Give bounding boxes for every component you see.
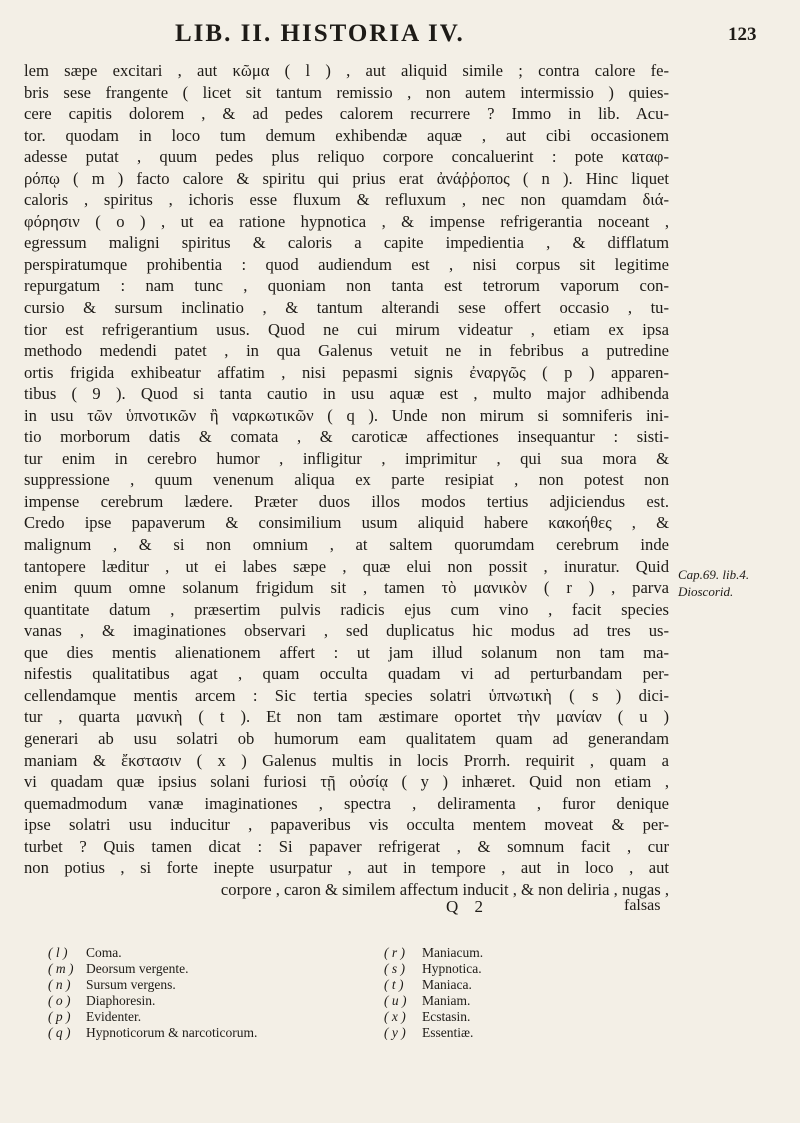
footnote-text: Ecstasin. [422, 1009, 471, 1024]
text-line: non potius , si forte inepte usurpatur , aut in tempore , aut in loco , aut [24, 858, 669, 878]
text-line: cursio & sursum inclinatio , & tantum alterandi sese offert occasio , tu- [24, 298, 669, 318]
text-line: bris sese frangente ( licet sit tantum remissio , non autem intermissio ) quies- [24, 82, 669, 102]
footnote-marker: ( r ) [384, 945, 405, 960]
margin-note-line: Cap.69. lib.4. [678, 567, 750, 582]
footnote-marker: ( o ) [48, 993, 71, 1008]
footnote-marker: ( y ) [384, 1025, 406, 1040]
text-line: tor. quodam in loco tum demum exhibendæ aquæ , aut cibi occasionem [24, 125, 669, 145]
text-line: vanas , & imaginationes observari , sed duplicatus hic modus ad tres us- [24, 621, 669, 641]
footnote-marker: ( p ) [48, 1009, 71, 1024]
text-line: maniam & ἔκστασιν ( x ) Galenus multis in locis Prorrh. requirit , quam a [24, 750, 669, 770]
text-line: nifestis qualitatibus agat , quam occulta quadam vi ad perturbandam per- [24, 664, 669, 684]
footnote [48, 1025, 368, 1041]
footnote [384, 961, 684, 977]
text-line: Credo ipse papaverum & consimilium usum aliquid habere κακοήθες , & [24, 513, 669, 533]
text-line: repurgatum : nam tunc , quoniam non tanta est tetrorum vaporum con- [24, 276, 669, 296]
footnotes-right-column [384, 945, 684, 1041]
text-line: caloris , spiritus , ichoris esse fluxum & refluxum , nec non quamdam διά- [24, 190, 669, 210]
text-line: ortis frigida exhibeatur affatim , nisi pepasmi signis ἐναργῶς ( p ) apparen- [24, 362, 669, 382]
footnote-marker: ( x ) [384, 1009, 406, 1024]
signature-mark: Q 2 [446, 897, 490, 916]
footnote [384, 977, 684, 993]
footnote-marker: ( s ) [384, 961, 405, 976]
footnote [384, 1025, 684, 1041]
footnote-marker: ( l ) [48, 945, 68, 960]
body-text [24, 60, 669, 900]
text-line: tibus ( 9 ). Quod si tanta cautio in usu aquæ est , multo major adhibenda [24, 384, 669, 404]
text-line: generari ab usu solatri ob humorum eam qualitatem quam ad generandam [24, 728, 669, 748]
text-line: in usu τῶν ὑπνοτικῶν ἢ ναρκωτικῶν ( q ). Unde non mirum si somniferis ini- [24, 405, 669, 425]
footnote-text: Sursum vergens. [86, 977, 176, 992]
text-line: cellendamque mentis arcem : Sic tertia species solatri ὑπνωτικὴ ( s ) dici- [24, 685, 669, 705]
footnote-text: Maniaca. [422, 977, 472, 992]
footnote-marker: ( t ) [384, 977, 404, 992]
text-line: quemadmodum vanæ imaginationes , spectra , deliramenta , furor denique [24, 793, 669, 813]
footnote [48, 977, 368, 993]
running-head: LIB. II. HISTORIA IV. [175, 20, 465, 47]
footnote [48, 945, 368, 961]
text-line: cere capitis dolorem , & ad pedes calorem recurrere ? Immo in lib. Acu- [24, 104, 669, 124]
footnote [48, 1009, 368, 1025]
footnote-text: Evidenter. [86, 1009, 142, 1024]
footnote-marker: ( m ) [48, 961, 74, 976]
page-header [0, 20, 800, 60]
text-line: impense cerebrum lædere. Præter duos illos modos tertius adjiciendus est. [24, 491, 669, 511]
footnote-text: Maniam. [422, 993, 471, 1008]
margin-note-line: Dioscorid. [678, 584, 734, 599]
text-line: lem sæpe excitari , aut κῶμα ( l ) , aut aliquid simile ; contra calore fe- [24, 61, 669, 80]
text-line: enim quum omne solanum frigidum sit , tamen τὸ μανικὸν ( r ) , parva [24, 578, 669, 598]
text-line: que dies mentis alienationem affert : ut jam illud solanum non tam ma- [24, 642, 669, 662]
footnotes-left-column [48, 945, 368, 1041]
text-line: tantopere læditur , ut ei labes sæpe , quæ elui non possit , inuratur. Quid [24, 556, 669, 576]
footnote-text: Hypnoticorum & narcoticorum. [86, 1025, 258, 1040]
text-line: egressum maligni spiritus & caloris a capite impedientia , & difflatum [24, 233, 669, 253]
text-line: quantitate datum , præsertim pulvis radicis ejus cum vino , facit species [24, 599, 669, 619]
footnote-text: Hypnotica. [422, 961, 482, 976]
footnote [384, 993, 684, 1009]
text-line: vi quadam quæ ipsius solani furiosi τῇ οὐσίᾳ ( y ) inhæret. Quid non etiam , [24, 772, 669, 792]
text-line: suppressione , quum venenum aliqua ex parte resipiat , non potest non [24, 470, 669, 490]
margin-note [678, 566, 798, 600]
text-line: tur , quarta μανικὴ ( t ). Et non tam æstimare oportet τὴν μανίαν ( u ) [24, 707, 669, 727]
footnote-marker: ( q ) [48, 1025, 71, 1040]
footnote [384, 1009, 684, 1025]
footnote-marker: ( n ) [48, 977, 71, 992]
footnote [48, 993, 368, 1009]
text-line: φόρησιν ( o ) , ut ea ratione hypnotica , & impense refrigerantia noceant , [24, 211, 669, 231]
footnote [384, 945, 684, 961]
text-line: ipse solatri usu inducitur , papaveribus vis occulta mentem moveat & per- [24, 815, 669, 835]
text-line: tur enim in cerebro humor , infligitur , imprimitur , qui sua mora & [24, 448, 669, 468]
footnote-text: Deorsum vergente. [86, 961, 189, 976]
footnote-text: Maniacum. [422, 945, 484, 960]
text-line: malignum , & si non omnium , at saltem quorumdam cerebrum inde [24, 535, 669, 555]
footnote-text: Coma. [86, 945, 122, 960]
text-line: corpore , caron & similem affectum inducit , & non deliria , nugas , [220, 879, 669, 899]
text-line: ρόπῳ ( m ) facto calore & spiritu qui prius erat ἀνάῤῥοπος ( n ). Hinc liquet [24, 168, 669, 188]
text-line: perspiratumque prohibentia : quod audiendum est , nisi corpus sit legitime [24, 254, 669, 274]
footnote-text: Essentiæ. [422, 1025, 474, 1040]
text-line: tior est refrigerantium usus. Quod ne cui mirum videatur , etiam ex ipsa [24, 319, 669, 339]
footnote-marker: ( u ) [384, 993, 407, 1008]
footnote [48, 961, 368, 977]
text-line: tio morborum datis & comata , & caroticæ affectiones insequantur : sisti- [24, 427, 669, 447]
footnote-text: Diaphoresin. [86, 993, 156, 1008]
page-number: 123 [728, 24, 757, 45]
text-line: methodo medendi patet , in qua Galenus vetuit ne in febribus a putredine [24, 341, 669, 361]
text-line: adesse putat , quum pedes plus reliquo corpore concaluerint : pote καταφ- [24, 147, 669, 167]
catchword: falsas [624, 897, 661, 914]
text-line: turbet ? Quis tamen dicat : Si papaver refrigerat , & somnum facit , cur [24, 836, 669, 856]
